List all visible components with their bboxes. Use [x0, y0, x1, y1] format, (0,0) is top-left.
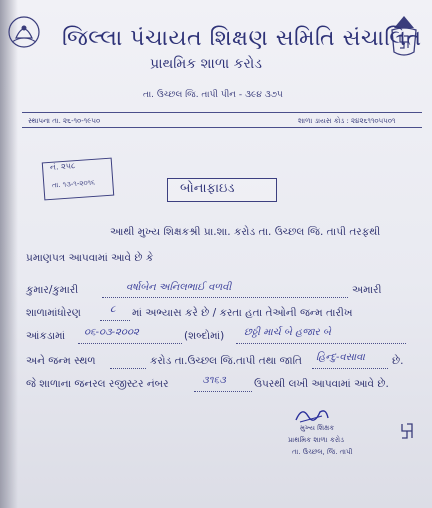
student-label: કુમાર/કુમારી: [26, 284, 79, 296]
signatory-place: તા. ઉચ્છલ, જિ. તાપી: [292, 448, 353, 456]
birthplace-line: [110, 368, 146, 369]
dob-words-label: (શબ્દોમાં): [184, 330, 225, 342]
birthplace-suffix: છે.: [392, 355, 404, 367]
dise-code: શાળા ડાયસ કોડ : ૨૪૨૬૧૧૦૫૫૦૧: [298, 117, 396, 125]
school-emblem-icon: [4, 12, 44, 52]
dob-digits: ૦૬-૦૩-૨૦૦૨: [84, 327, 139, 338]
dob-words: છઠ્ઠી માર્ચ બે હજાર બે: [244, 327, 331, 338]
register-line: [194, 391, 252, 392]
register-number: ૩૧૬૩: [202, 375, 226, 386]
dob-words-line: [236, 343, 406, 344]
signatory-school: પ્રાથમિક શાળા કરોડ: [288, 436, 344, 444]
standard-value: ૮: [110, 304, 116, 315]
dob-digits-line: [78, 343, 182, 344]
student-suffix: અમારી: [352, 284, 382, 296]
school-address: તા. ઉચ્છલ જિ. તાપી પીન - ૩૯૪ ૩૭૫: [143, 90, 283, 100]
student-name: વર્ષાબેન અનિલભાઈ વળવી: [126, 282, 232, 293]
certificate-title: બોનાફાઇડ: [180, 181, 235, 196]
body-line-1: આથી મુખ્ય શિક્ષકશ્રી પ્રા.શા. કરોડ તા. ઉચ્છલ જિ. તાપી તરફથી: [110, 226, 381, 238]
register-label: જે શાળાના જનરલ રજીસ્ટર નંબર: [26, 378, 169, 390]
school-name: પ્રાથમિક શાળા કરોડ: [150, 56, 262, 72]
student-name-line: [102, 297, 348, 298]
swastik-icon: [396, 420, 418, 442]
established-date: સ્થાપના તા. ૨૬-૧૦-૧૯૫૦: [28, 117, 101, 125]
standard-suffix: માં અભ્યાસ કરે છે / કરતા હતા તેઓની જન્મ તારીખ: [132, 307, 353, 319]
header-rule-top: [22, 112, 422, 113]
header-rule-bottom: [22, 127, 422, 128]
signature-mark: [292, 404, 332, 426]
caste-value: હિન્દુ-વસાવા: [316, 352, 365, 363]
body-line-2: પ્રમાણપત્ર આપવામાં આવે છે કે: [26, 252, 154, 264]
signatory-title: મુખ્ય શિક્ષક: [300, 424, 335, 432]
caste-line: [312, 368, 388, 369]
committee-title: જિલ્લા પંચાયત શિક્ષણ સમિતિ સંચાલિત: [62, 26, 422, 51]
page-shadow: [0, 0, 18, 508]
birthplace-label: અને જન્મ સ્થળ: [26, 355, 96, 367]
register-suffix: ઉપરથી લખી આપવામાં આવે છે.: [254, 378, 389, 390]
dob-digits-label: આંકડામાં: [26, 330, 66, 342]
standard-label: શાળામાંધોરણ: [26, 307, 81, 319]
inward-number: નં. ૨૫૮: [49, 161, 76, 172]
birthplace-text: કરોડ તા.ઉચ્છલ જિ.તાપી તથા જાતિ: [150, 355, 302, 367]
standard-line: [100, 320, 130, 321]
inward-date: તા. ૧૩-૧-૨૦૧૬: [51, 178, 96, 190]
